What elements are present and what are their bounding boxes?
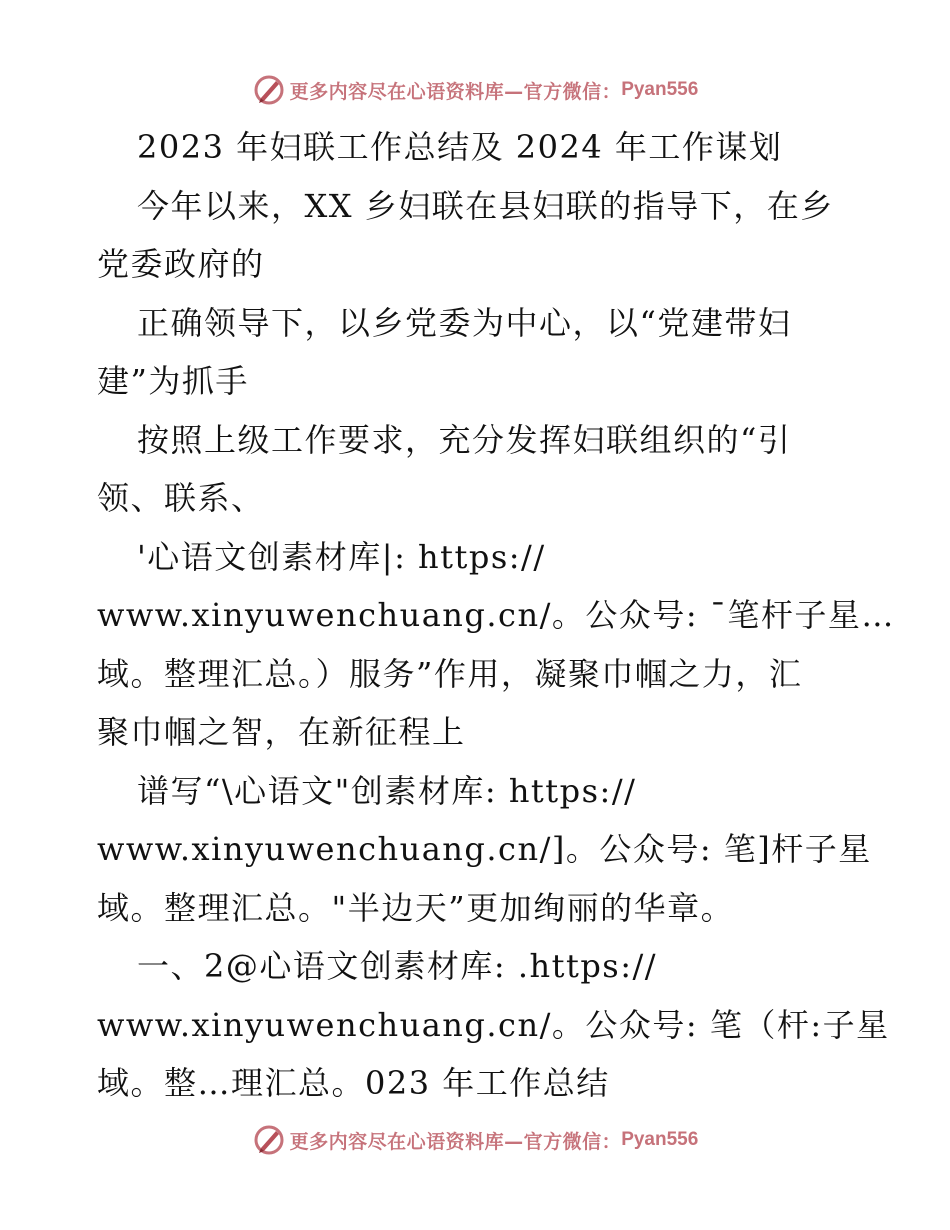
footer-watermark-banner xyxy=(0,1120,950,1160)
paragraph-line: 建”为抓手 xyxy=(97,362,249,400)
paragraph-line: 领、联系、 xyxy=(97,479,265,517)
paragraph-line: 域。整理汇总。"半边天”更加绚丽的华章。 xyxy=(97,888,735,927)
banner-text: 更多内容尽在心语资料库—官方微信： xyxy=(289,80,622,103)
paragraph-line: 域。整…理汇总。023 年工作总结 xyxy=(97,1064,610,1102)
banner-contact: Pyan556 xyxy=(621,79,699,100)
document-title: 2023 年妇联工作总结及 2024 年工作谋划 xyxy=(137,128,783,166)
paragraph-line: 正确领导下，以乡党委为中心，以“党建带妇 xyxy=(137,303,792,342)
paragraph-line: 域。整理汇总。）服务”作用，凝聚巾帼之力，汇 xyxy=(97,654,803,693)
pen-logo-icon xyxy=(252,1123,286,1157)
paragraph-line: 党委政府的 xyxy=(97,245,265,283)
header-watermark-banner xyxy=(0,70,950,110)
pen-logo-icon xyxy=(252,73,286,107)
paragraph-line: www.xinyuwenchuang.cn/。公众号: ¯笔杆子星… xyxy=(97,596,895,634)
banner-text: 更多内容尽在心语资料库—官方微信： xyxy=(289,1130,622,1153)
document-body xyxy=(97,118,895,1113)
paragraph-line: 按照上级工作要求，充分发挥妇联组织的“引 xyxy=(137,420,792,459)
paragraph-line: www.xinyuwenchuang.cn/。公众号: 笔（杆:子星 xyxy=(97,1005,890,1044)
section-heading: 一、2@心语文创素材库: .https:// xyxy=(137,947,658,985)
paragraph-line: 谱写“\心语文"创素材库: https:// xyxy=(137,771,637,810)
paragraph-line: 聚巾帼之智，在新征程上 xyxy=(97,713,466,751)
paragraph-line: 今年以来，XX 乡妇联在县妇联的指导下，在乡 xyxy=(137,186,834,225)
paragraph-line: '心语文创素材库|: https:// xyxy=(137,537,546,576)
paragraph-line: www.xinyuwenchuang.cn/]。公众号: 笔]杆子星 xyxy=(97,830,872,868)
banner-contact: Pyan556 xyxy=(621,1129,699,1150)
